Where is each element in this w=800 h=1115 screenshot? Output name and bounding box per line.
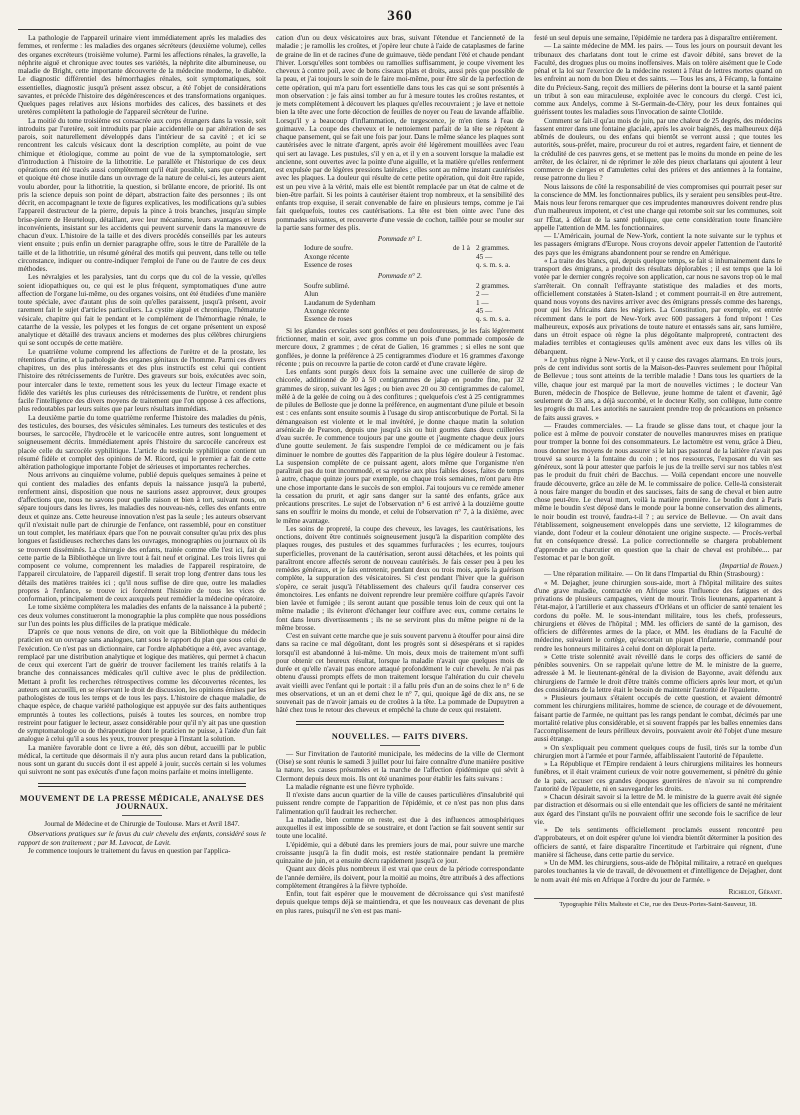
qualifier [420,290,476,298]
paragraph: » La République et l'Empire rendaient à leurs chirurgiens militaires les honneurs funèbres, et il était vraiment curieux de voir notre gouvernement, si pénétré du génie de la paix, accuser ces grandes époques guerrières de n'avoir su ni comprendre l'autorité de l'épaulette, ni en sauvegarder les droits. [534,760,782,793]
section-divider [38,783,246,787]
ingredient: Axonge récente [304,252,350,261]
paragraph: — Une réparation militaire. — On lit dans l'Impartial du Rhin (Strasbourg) : [544,570,764,579]
gerant-signature: Richelot, Gérant. [728,887,782,896]
journal-reference: Journal de Médecine et de Chirurgie de Toulouse. Mars et Avril 1847. [44,820,240,828]
formula-row [276,282,524,290]
paragraph: Comment se fait-il qu'au mois de juin, par une chaleur de 25 degrés, des médecins fassent entrer dans une fontaine glaciale, après les avoir baignés, des malheureux déjà abîmés de douleurs, ou des enfans qui bientôt se verront aussi ; que toutes les autorités, sous-préfet, maire, procureur du roi et autres, regardent faire, et tiennent de la crédulité de ces pauvres gens, et se mettent pas le moins du monde en peine de les arrêter, de les éclairer, ni de réprimer le zèle des pieux charlatans qui ajoutent à leur commerce de cierges et d'amulettes celui des prières et des antiennes à la fontaine, reuse patronne du lieu ? [534,116,782,183]
paragraph: Nous arrivons au cinquième volume, publié depuis quelques semaines à peine et qui contient des maladies des enfants depuis la naissance jusqu'à la puberté, renferment ainsi, disposition que nous ne saurions assez approuver, deux groupes d'affections que, nous ne savons pour quelle raison et bien à tort, suivant nous, on sépare toujours dans les livres, les maladies des nouveau-nés, celles des enfants entre deux et quinze ans. Cette heureuse innovation n'est pas la seule ; les auteurs observant qu'il n'existait nulle part de chirurgie de l'enfance, ont rassemblé, pour en constituer un tout complet, les matériaux épars que l'on ne pouvait consulter qu'au prix des plus longues et fastidieuses recherches dans les ouvrages, monographies ou journaux où ils se trouvent disséminés. La chirurgie des enfants, traitée comme elle l'est ici, fait de cette partie de la Bibliothèque un livre tout à fait neuf et original. Les trois livres qui composent ce volume, comprennent les maladies de l'appareil respiratoire, de l'appareil circulatoire, de l'appareil digestif. Il serait trop long d'entrer dans tous les détails des matières traitées ici ; qu'il nous suffise de dire que, outre les maladies propres à l'enfance, se trouve ici forcément l'histoire de tous les vices de conformation, principalement de ceux auxquels peut remédier la médecine opératoire. [18,471,266,603]
qualifier [420,253,476,261]
section-divider [296,721,504,725]
paragraph: D'après ce que nous venons de dire, on voit que la Bibliothèque du médecin praticien est un ouvrage sans analogues, tant sous le rapport du plan que sous celui de l'exécution. Ce n'est pas un dictionnaire, car l'ordre alphabétique a été, avec avantage, remplacé par une distribution analytique et logique des matières, qui permet à chacun de ceux qui exercent l'art de guérir de trouver facilement les traités relatifs à la branche des connaissances médicales qu'il cultive avec le plus de prédilection. Mettant à profit les recherches rétrospectives comme les découvertes récentes, les auteurs ont accueilli, en se réservant le droit de discussion, les opinions émises par les pathologistes de tous les temps et de tous les pays. L'histoire de chaque maladie, de chaque espèce, de chaque variété pathologique est appuyée sur des faits authentiques empruntés à toutes les collections, puisés à toutes les sources, en nombre trop restreint pour fatiguer le lecteur, assez considérable pour qu'il n'y ait pas une question de symptomatologie ou de thérapeutique dont le praticien ne puisse, à l'aide d'un fait analogue à celui qu'il a sous les yeux, trouver presque à l'instant la solution. [18,628,266,744]
qualifier [420,307,476,315]
paragraph: — La sainte médecine de MM. les pairs. — Tous les jours on poursuit devant les tribunaux des charlatans dont tout le crime est d'avoir débité, sans brevet de la Faculté, des drogues plus ou moins inoffensives. Mais on tolère aisément que le Code pénal et la loi sur l'exercice de la médecine restent à l'état de lettres mortes quand on les enfreint au nom du bon Dieu et des saints. — Tous les ans, à Fécamp, la fontaine dite du Précieux-Sang, reçoit des milliers de pèlerins dont la bourse et la santé paient un tribut à son eau miraculeuse, exploitée avec le concours du clergé. C'est ici, comme aux Andelys, comme à St-Germain-de-Cléry, pour les deux fontaines qui guérissent toutes les maladies sous l'invocation de sainte Clotilde. [534,42,782,117]
formula-pommade-1 [276,235,524,269]
paragraph: La manière favorable dont ce livre a été, dès son début, accueilli par le public médical, la certitude que désormais il n'y aura plus aucun retard dans la publication, nous sont un garant du succès dont il est appelé à jouir, succès certain si les volumes qui suivront ne sont pas exécutés d'une façon moins parfaite et moins intelligente. [18,743,266,777]
paragraph: Je commence toujours le traitement du favus en question par l'applica- [28,846,231,855]
paragraph: cation d'un ou deux vésicatoires aux bras, suivant l'étendue et l'ancienneté de la maladie ; je ramollis les croûtes, et j'opère leur chute à l'aide de cataplasmes de farine de graine de lin et de racines d'une de guimauve, tiède pendant l'été et chaude pendant l'hiver. Lorsqu'elles sont tombées ou ramollies suffisamment, je coupe vivement les cheveux à contre poil, avec de bons ciseaux plats et droits, aussi près que possible de la peau, et j'ai toujours le soin de le faire moi-même, pour être sûr de la perfection de cette opération, qui m'a paru fort essentielle dans tous les cas qui se sont présentés à mon observation : je fais ainsi tomber au fur à mesure toutes les croûtes restantes, et je mets complètement à découvert les plaques qu'elles recouvraient ; je lave et nettoie bien la tête avec une forte décoction de feuilles de noyer ou l'eau de lavande affaiblie. Lorsqu'il y a beaucoup d'inflammation, de turgescence, je m'en tiens à l'eau de guimauve. La coupe des cheveux et le nettoiement parfait de la tête se répètent à chaque pansement, qui se fait une fois par jour. Dans le même séance les plaques sont cautérisées avec le nitrate d'argent, après avoir été légèrement mouillées avec l'eau qui sert au lavage. Les pustules, s'il y en a, et il y en a souvent lorsque la maladie est ancienne, sont ouvertes avec la pointe d'une aiguille, et la matière qu'elles renferment est expulsée par de légères pressions latérales ; elles sont au même instant cautérisées avec les plaques. La douleur qui résulte de cette petite opération, qui doit être rapide, est un peu vive à la vérité, mais elle est bientôt remplacée par un état de calme et de bien-être parfait. Si les points à cautériser étaient trop nombreux, et la sensibilité des enfants trop exquise, il serait convenable de faire en plusieurs temps, comme je l'ai fait quelquefois, toutes ces cautérisations. La tête est bien ointe avec l'une des pommades suivantes, et recouverte d'une vessie de cochon, taillée pour se mouler sur la partie sans former des plis. [276,34,524,232]
short-rule [122,815,162,816]
quantity: 45 — [476,252,493,261]
ingredient: Essence de roses [304,261,353,270]
paragraph: « M. Dejagher, jeune chirurgien sous-aide, mort à l'hôpital militaire des suites d'une grave maladie, contractée en Afrique sous l'influence des fatigues et des privations de plusieurs campagnes, vient de mourir. Trois lieutenans, appartenant à l'état-major, à l'artillerie et aux chasseurs d'Orléans et un officier de santé tenaient les cordons du poêle. M. le sous-intendant militaire, tous les chefs, professeurs, chirurgiens et élèves de l'hôpital ; MM. les officiers de santé de la garnison, des officiers de différentes armes de la place, et MM. les étudians de la Faculté de médecine, suivaient le cortège, qu'escortait un piquet d'infanterie, commandé pour rendre les honneurs militaires à celui dont on déplorait la perte. [534,578,782,653]
paragraph: » Le typhus règne à New-York, et il y cause des ravages alarmans. En trois jours, près de cent individus sont sortis de la Maison-des-Pauvres seulement pour l'hôpital de Bellevue ; tous sont atteints de la terrible maladie ! Dans tous les quartiers de la ville, chaque jour est marqué par la mort de nouvelles victimes ; le docteur Van Buren, médecin de l'hospice de Bellevue, jeune homme de talent et d'avenir, âgé seulement de 33 ans, a déjà succombé, et le docteur Kelly, son collègue, lutte contre les progrès du mal. Les autorités ne sauraient prendre trop de précautions en présence de faits aussi graves. » [534,355,782,422]
paragraph: « La traite des blancs, qui, depuis quelque temps, se fait si inhumainement dans le transport des émigrans, a produit des résultats déplorables ; il est temps que la loi votée par le dernier congrès reçoive son application, car nous ne savons trop où le mal s'arrêterait. On connaît l'effrayante statistique des maladies et des morts, officiellement constatées à Staten-Island ; et comment pourrait-il en être autrement, quand nous voyons des navires arriver avec des émigrans pressés comme des harengs, pour qui les Africains dans les négriers. La Constitution, par exemple, est entrée récemment dans le port de New-York avec 600 passagers à fond trépont ! Ces malheureux, exposés aux privations de toute nature et entassés sans air, sans lumière, dans un étroit espace où règne la plus dégoûtante malpropreté, contractent des maladies terribles et contagieuses qu'ils amènent avec eux dans les villes où ils débarquent. [534,256,782,356]
paragraph: Si les glandes cervicales sont gonflées et peu douloureuses, je les fais légèrement frictionner, matin et soir, avec gros comme un pois d'une pommade composée de mercure doux, 2 grammes ; de cérat de Galien, 16 grammes ; si elles ne sont que gonflées, je donne la préférence à 25 centigrammes d'iodure et 16 grammes d'axonge récente ; puis on recouvre la partie de coton cardé et d'une cravate légère. [276,326,524,368]
paragraph: — L'Américain, journal de New-York, contient la note suivante sur le typhus et les passagers émigrans d'Europe. Nous croyons devoir appeler l'attention de l'autorité des pays que les émigrans abandonnent pour se rendre en Amérique. [534,232,782,257]
column-2 [276,34,524,1096]
quantity: q. s. m. s. a. [476,261,511,270]
formula-row [276,244,524,252]
paragraph: Nous laissons de côté la responsabilité de vies compromises qui pourrait peser sur la conscience de MM. les fonctionnaires publics, ils y seraient peu sensibles peut-être. Mais nous leur ferons remarquer que ces imprudentes manœuvres doivent rendre plus d'un malheureux impotent, et c'est une charge qui retombe soit sur les communes, soit sur l'État, à défaut de la santé publique, que cette considération toute financière appelle l'attention de MM. les fonctionnaires. [534,182,782,232]
qualifier [420,261,476,269]
ingredient: Axonge récente [304,306,350,315]
quantity: 2 — [476,290,489,299]
review-intro: Observations pratiques sur le favus du cuir chevelu des enfants, considéré sous le rapport de son traitement ; par M. Lavocat, de Lavit. [18,830,266,847]
ingredient: Iodure de soufre. [304,244,353,253]
paragraph: Les névralgies et les paralysies, tant du corps que du col de la vessie, qu'elles soient idiopathiques ou, ce qui est le plus fréquent, symptomatiques d'une autre affection de l'organe lui-même, ou des organes voisins, ont été étudiées d'une manière toute spéciale, avec d'autant plus de soin qu'elles paraissent, jusqu'à présent, avoir rarement fait le sujet d'articles particuliers. La cystite aiguë et chronique, l'hématurie vésicale, chapitre qui fait le pendant et le complément de l'hémorrhagie rénale, le catarrhe de la vessie, les polypes et les fongus de cet organe présentent un exposé analytique et détaillé des travaux anciens et modernes des plus célèbres chirurgiens qui se sont occupés de cette matière. [18,273,266,348]
paragraph: » On s'expliquait peu comment quelques coups de fusil, tirés sur la tombe d'un chirurgien mort à l'armée et pour l'armée, affaiblissaient l'autorité de l'épaulette. [534,743,782,760]
qualifier [420,315,476,323]
paragraph: Enfin, tout fait espérer que le mouvement de décroissance qui s'est manifesté depuis quelque temps déjà se maintiendra, et que les nouveaux cas devenant de plus en plus rares, puisqu'il ne s'en est pas mani- [276,890,524,915]
paragraph: La deuxième partie du tome quatrième renferme l'histoire des maladies du pénis, des testicules, des bourses, des vésicules séminales. Les tumeurs des testicules et des bourses, le sarcocèle, l'hydrocèle et le varicocèle entre autres, sont longuement et soigneusement décrits. Immédiatement après l'histoire du sarcocèle cancéreux est placée celle du sarcocèle syphilitique. L'article du testicule syphilitique contient un résumé fidèle et complet des opinions de M. Ricord, qui le premier a fait de cette altération pathologique importante l'objet de sérieuses et importantes recherches. [18,413,266,471]
formula-title: Pommade n° 2. [377,272,423,281]
ingredient: Alun [304,290,319,299]
formula-row [276,299,524,307]
ingredient: Essence de roses [304,315,353,324]
formula-row [276,261,524,269]
page-number: 360 [387,8,413,24]
paragraph: — Sur l'invitation de l'autorité municipale, les médecins de la ville de Clermont (Oise) se sont réunis le samedi 3 juillet pour lui faire connaître d'une manière positive la nature, les causes présumées et la marche de l'affection épidémique qui sévit à Clermont depuis deux mois. Ils ont été unanimes pour établir les faits suivans : [276,749,524,783]
paragraph: Les soins de propreté, la coupe des cheveux, les lavages, les cautérisations, les onctions, doivent être continués soigneusement jusqu'à la disparition complète des plaques rouges, des pustules et des squammes furfuracées ; les ecurres, toujours superficielles, provenant de la cautérisation, seront aussi détachées, et les points qui paraîtront encore affectés seront de nouveau cautérisés. Je fais cesser peu à peu les remèdes généraux, et je fais entretenir, pendant deux ou trois mois, après la guérison complète, la suppuration des vésicatoires. Si c'est pendant l'hiver que la guérison s'opère, ce serait jusqu'à l'établissement des chaleurs qu'il faudra conserver ces émonctoires. Les enfants ne doivent reprendre leur première coiffure qu'après l'avoir bien lavée et fumigée ; ils seront autant que possible tenus loin de ceux qui ont la même maladie ; ils éviteront d'échanger leur coiffure avec eux, comme certains le font dans leurs divertissements ; ils ne se serviront plus du même peigne ni de la même brosse. [276,524,524,632]
quantity: 45 — [476,306,493,315]
quantity: 2 grammes. [476,281,510,290]
section-title-presse: MOUVEMENT DE LA PRESSE MÉDICALE, ANALYSE DES JOURNAUX. [19,793,265,811]
paragraph: » Plusieurs journaux s'étaient occupés de cette question, et avaient démontré comment les chirurgiens militaires, homme de science, de courage et de dévouement, faisant partie de l'armée, ne quittant pas les rangs pendant le combat, décimés par une mortalité relative plus considérable, et si souvent frappés par les balles ennemies dans l'accomplissement de leurs périlleux devoirs, pouvaient avoir été l'objet d'une mesure aussi étrange. [534,694,782,744]
header-rule [18,29,782,30]
paragraph: Les enfants sont purgés deux fois la semaine avec une cuillerée de sirop de chicorée, additionné de 30 à 50 centigrammes de jalap en poudre fine, par 32 grammes de sirop, suivant les âges ; ou bien avec 20 ou 30 centigrammes de calomel, mêlé à de la gelée de coing ou à des confitures ; quelquefois c'est à 25 centigrammes de pilules de Belloste que je donne la préférence, en augmentant d'une pilule et besoin est : ces enfants sont ensuite soumis à l'usage du sirop antiscorbutique de Portal. Si la démangeaison est violente et le mal invétéré, je donne chaque matin la solution arsénicale de Pearson, depuis une jusqu'à six ou huit gouttes dans deux cuillerées d'eau sucrée. Je commence toujours par une goutte et j'augmente chaque deux jours d'une goutte seulement. Je fais suspendre l'emploi de ce médicament ou je fais diminuer le nombre de gouttes dès l'apparition de la plus légère douleur à l'estomac. La suspension complète de ce puissant agent, alors même que l'organisme n'en paraîtrait pas du tout incommodé, et sa reprise aux plus faibles doses, faites de temps à autre, chaque quinze jours par exemple, ou chaque trois semaines, m'ont paru être une chose importante dans le succès de son emploi. J'ai toujours vu ce remède amener la cessation du prurit, et agir sans danger sur la santé des enfants, grâce aux précautions prescrites. Le sujet de l'observation n° 6 est arrivé à la douzième goutte sans en souffrir le moins du monde, et celui de l'observation n° 7, à la dixième, avec le même avantage. [276,368,524,525]
paragraph: L'épidémie, qui a débuté dans les premiers jours de mai, pour suivre une marche croissante jusqu'à la fin dudit mois, est restée stationnaire pendant la première quinzaine de juin, et a ensuite décru rapidement jusqu'à ce jour. [276,840,524,865]
paragraph: » De tels sentiments officiellement proclamés eussent rencontré peu d'approbateurs, et on doit espérer qu'une loi viendra bientôt déterminer la position des officiers de santé, et faire disparaître l'incertitude et l'arbitraire qui régnent, d'une manière si fâcheuse, dans cette partie du service. [534,826,782,859]
paragraph: » Un de MM. les chirurgiens, sous-aide de l'hôpital militaire, a retracé en quelques paroles touchantes la vie de travail, de dévouement et d'intelligence de Dejagher, dont le nom avait été mis en Afrique à l'ordre du jour de l'armée. » [534,859,782,884]
quantity: 2 grammes. [476,244,510,253]
paragraph: Quant aux décès plus nombreux il est vrai que ceux de la période correspondante de l'année dernière, ils doivent, pour la moitié au moins, être attribués à des affections complètement étrangères à la fièvre typhoïde. [276,865,524,890]
paragraph: Le tome sixième complétera les maladies des enfants de la naissance à la puberté ; ces deux volumes constitueront la monographie la plus complète que nous possédions sur l'un des points les plus difficiles de la pratique médicale. [18,603,266,628]
ingredient: Soufre sublimé. [304,281,350,290]
paragraph: La pathologie de l'appareil urinaire vient immédiatement après les maladies des femmes, et renferme : les maladies des organes sécréteurs (deuxième volume), celles des organes excréteurs (troisième volume). Parmi les affections rénales, la gravelle, la néphrite aiguë et chronique avec toutes ses variétés, la néphrite dite albumineuse, ou maladie de Bright, cette importante découverte de la médecine moderne, le diabète. Le diagnostic différentiel des hémorrhagies rénales, soit symptomatiques, soit essentielles, diagnostic jusqu'à présent assez obscur, a été l'objet de considérations savantes, et précède l'histoire des dégénérescences et des transformations organiques. Quelques pages relatives aux lésions morbides des calices, des bassinets et des uretères complètent la pathologie de l'appareil sécréteur de l'urine. [18,34,266,117]
column-1 [18,34,266,1096]
page-header [18,8,782,30]
paragraph: C'est en suivant cette marche que je suis souvent parvenu à étouffer pour ainsi dire dans sa racine ce mal dégoûtant, dont les progrès sont si désespérans et si rapides lorsqu'il est abandonné à lui-même. Un mois, deux mois de traitement m'ont suffi pour obtenir cet heureux résultat, lorsque la maladie n'avait que quelques mois de durée et qu'elle n'avait pas encore attaqué profondément le cuir chevelu. Je n'ai pas obtenu d'aussi prompts effets de mon traitement lorsque l'altération du cuir chevelu avait vieilli avec l'enfant qui le portait : il a fallu près d'un an de soins chez le n° 6 de mes observations, et un an et demi chez le n° 7, qui, quoique âgé de dix ans, ne se souvenait pas de n'avoir jamais eu de croûtes à la tête. La pommade de Dupuytren a hâté chez tous le retour des cheveux et empêché la chute de ceux qui restaient. [276,632,524,715]
paragraph: La maladie, bien comme on reste, est due à des influences atmosphériques auxquelles il est impossible de se soustraire, et dont l'action se fait souvent sentir sur toute une localité. [276,815,524,841]
column-3 [534,34,782,1096]
paragraph: » Cette triste solennité avait réveillé dans le corps des officiers de santé de pénibles souvenirs. On se rappelait qu'une lettre de M. le ministre de la guerre, adressée à M. le lieutenant-général de la division de Bayonne, avait défendu aux chirurgiens de l'armée le droit d'être traités comme officiers après leur mort, et qu'un des considérans de la lettre était le besoin de maintenir l'autorité de l'épaulette. [534,652,782,694]
paragraph: La moitié du tome troisième est consacrée aux corps étrangers dans la vessie, soit introduits par l'uretère, soit introduits par plaie accidentelle ou par altération de ses parois, soit naturellement développés dans l'intérieur de sa cavité ; et ici se rencontrent les calculs vésicaux dont la description complète, au point de vue chimique et étiologique, comme au point de vue de la symptomatologie, sert d'introduction à l'histoire de la lithotritie. Le parallèle et l'historique de ces deux opérations ont été tracés aussi complètement qu'il était possible, sans que cependant, et quoique été chose inutile dans un ouvrage de la nature de celui-ci, les auteurs aient voulu aborder, pour la lithotritie, la question, si brûlante encore, de priorité. Ils ont pris la science depuis son point de départ, abstraction faite des personnes ; ils ont décrit, en accompagnant le texte de figures explicatives, les modifications qu'a subies l'appareil destructeur de la pierre, depuis la pince à trois branches, jusqu'au simple brise-pierre de Heurteloup, détaillant, avec leur mécanisme, leurs avantages et leurs inconvénients, insistant sur les accidents qui peuvent survenir dans la manœuvre de chacun d'eux. L'histoire de la taille et des divers procédés conseillés par les auteurs vient ensuite ; puis enfin un dernier paragraphe offre, sous le titre de Parallèle de la taille et de la lithotritie, un résumé général des motifs qui peuvent, dans telle ou telle circonstance, indiquer ou contre-indiquer l'emploi de l'une ou de l'autre de ces deux méthodes. [18,116,266,273]
short-rule [380,745,420,746]
qualifier: de 1 à [452,244,470,253]
formula-row [276,253,524,261]
paragraph: Le quatrième volume comprend les affections de l'urètre et de la prostate, les rétentions d'urine, et la pathologie des organes génitaux de l'homme. Parmi ces divers chapitres, un des plus intéressants et des plus instructifs est celui qui contient l'histoire des rétrécissements de l'urètre. Des graveurs sur bois, exécutées avec soin, pour intercaler dans le texte, remettent sous les yeux du lecteur l'image exacte et fidèle des variétés les plus curieuses des rétrécissements de l'urètre, et rendent plus facile l'intelligence des divers moyens de traitement que l'on oppose à ces affections, plus redoutables par leurs suites que par leurs résultats immédiats. [18,347,266,414]
qualifier [420,282,476,290]
formula-row [276,307,524,315]
printer-imprint: Typographie Félix Malteste et Cie, rue des Deux-Portes-Saint-Sauveur, 18. [534,898,782,909]
quantity: 1 — [476,298,489,307]
article-columns [18,34,782,1096]
paragraph: La maladie régnante est une fièvre typhoïde. [286,782,414,791]
formula-row [276,290,524,298]
paragraph: — Fraudes commerciales. — La fraude se glisse dans tout, et chaque jour la police est à même de pouvoir constater de nouvelles manœuvres mises en pratique pour tromper la bonne foi des consommateurs. Le lactomètre est venu, grâce à Dieu, nous donner les moyens de nous assurer si le lait pas pastoral de la laitière n'avait pas trouvé sa source à la fontaine du coin ; et nos ressources, l'exposant du vin ses généreux, sont là pour attester que parfois le jus de la treille servi sur nos tables n'est pas le produit du fruit chéri de Bacchus. — Voilà cependant encore une nouvelle fraude découverte, grâce au zèle de M. le commissaire de police. Celle-là consisterait à nous faire manger du boudin et des saucisses, faits de sang de cheval et bien autre chose peut-être. Le cheval mort, voilà la matière première. Le boudin dont à Paris même le boudin s'est déposé dans le monde pour la bonne conservation des aliments, le noir boudin est trouvé, faudra-t-il ? ; au service de Bellevue. — On avait dans l'établissement, soigneusement enveloppés dans une serviette, 12 kilogrammes de viande, dont l'odeur et la couleur dénotaient une origine suspecte. — Procès-verbal fut en conséquence dressé. La police correctionnelle se chargera probablement d'apprendre au charcutier en question que la chair de cheval est prohibée.... par l'estomac et par le bon goût. [534,421,782,562]
paragraph: Il n'existe dans aucun quartier de la ville de causes particulières d'insalubrité qui puissent rendre compte de l'apparition de l'épidémie, et ce n'est pas non plus dans l'alimentation qu'il faudrait les rechercher. [276,791,524,816]
quantity: q. s. m. s. a. [476,315,511,324]
qualifier [420,299,476,307]
formula-pommade-2 [276,272,524,323]
section-title-nouvelles: NOUVELLES. — FAITS DIVERS. [331,731,469,741]
ingredient: Laudanum de Sydenham [304,298,376,307]
paragraph: festé un seul depuis une semaine, l'épidémie ne tardera pas à disparaître entièrement. [534,34,778,42]
formula-title: Pommade n° 1. [377,235,423,243]
source-citation: (Impartial de Rouen.) [719,562,782,570]
paragraph: » Chacun désirait savoir si la lettre de M. le ministre de la guerre avait été signée par distraction et désormais ou si elle entendait que les officiers de santé ne méritaient aux égard des l'instant qu'ils ne pouvaient offrir une seconde fois le sacrifice de leur vie. [534,793,782,826]
formula-row [276,315,524,323]
